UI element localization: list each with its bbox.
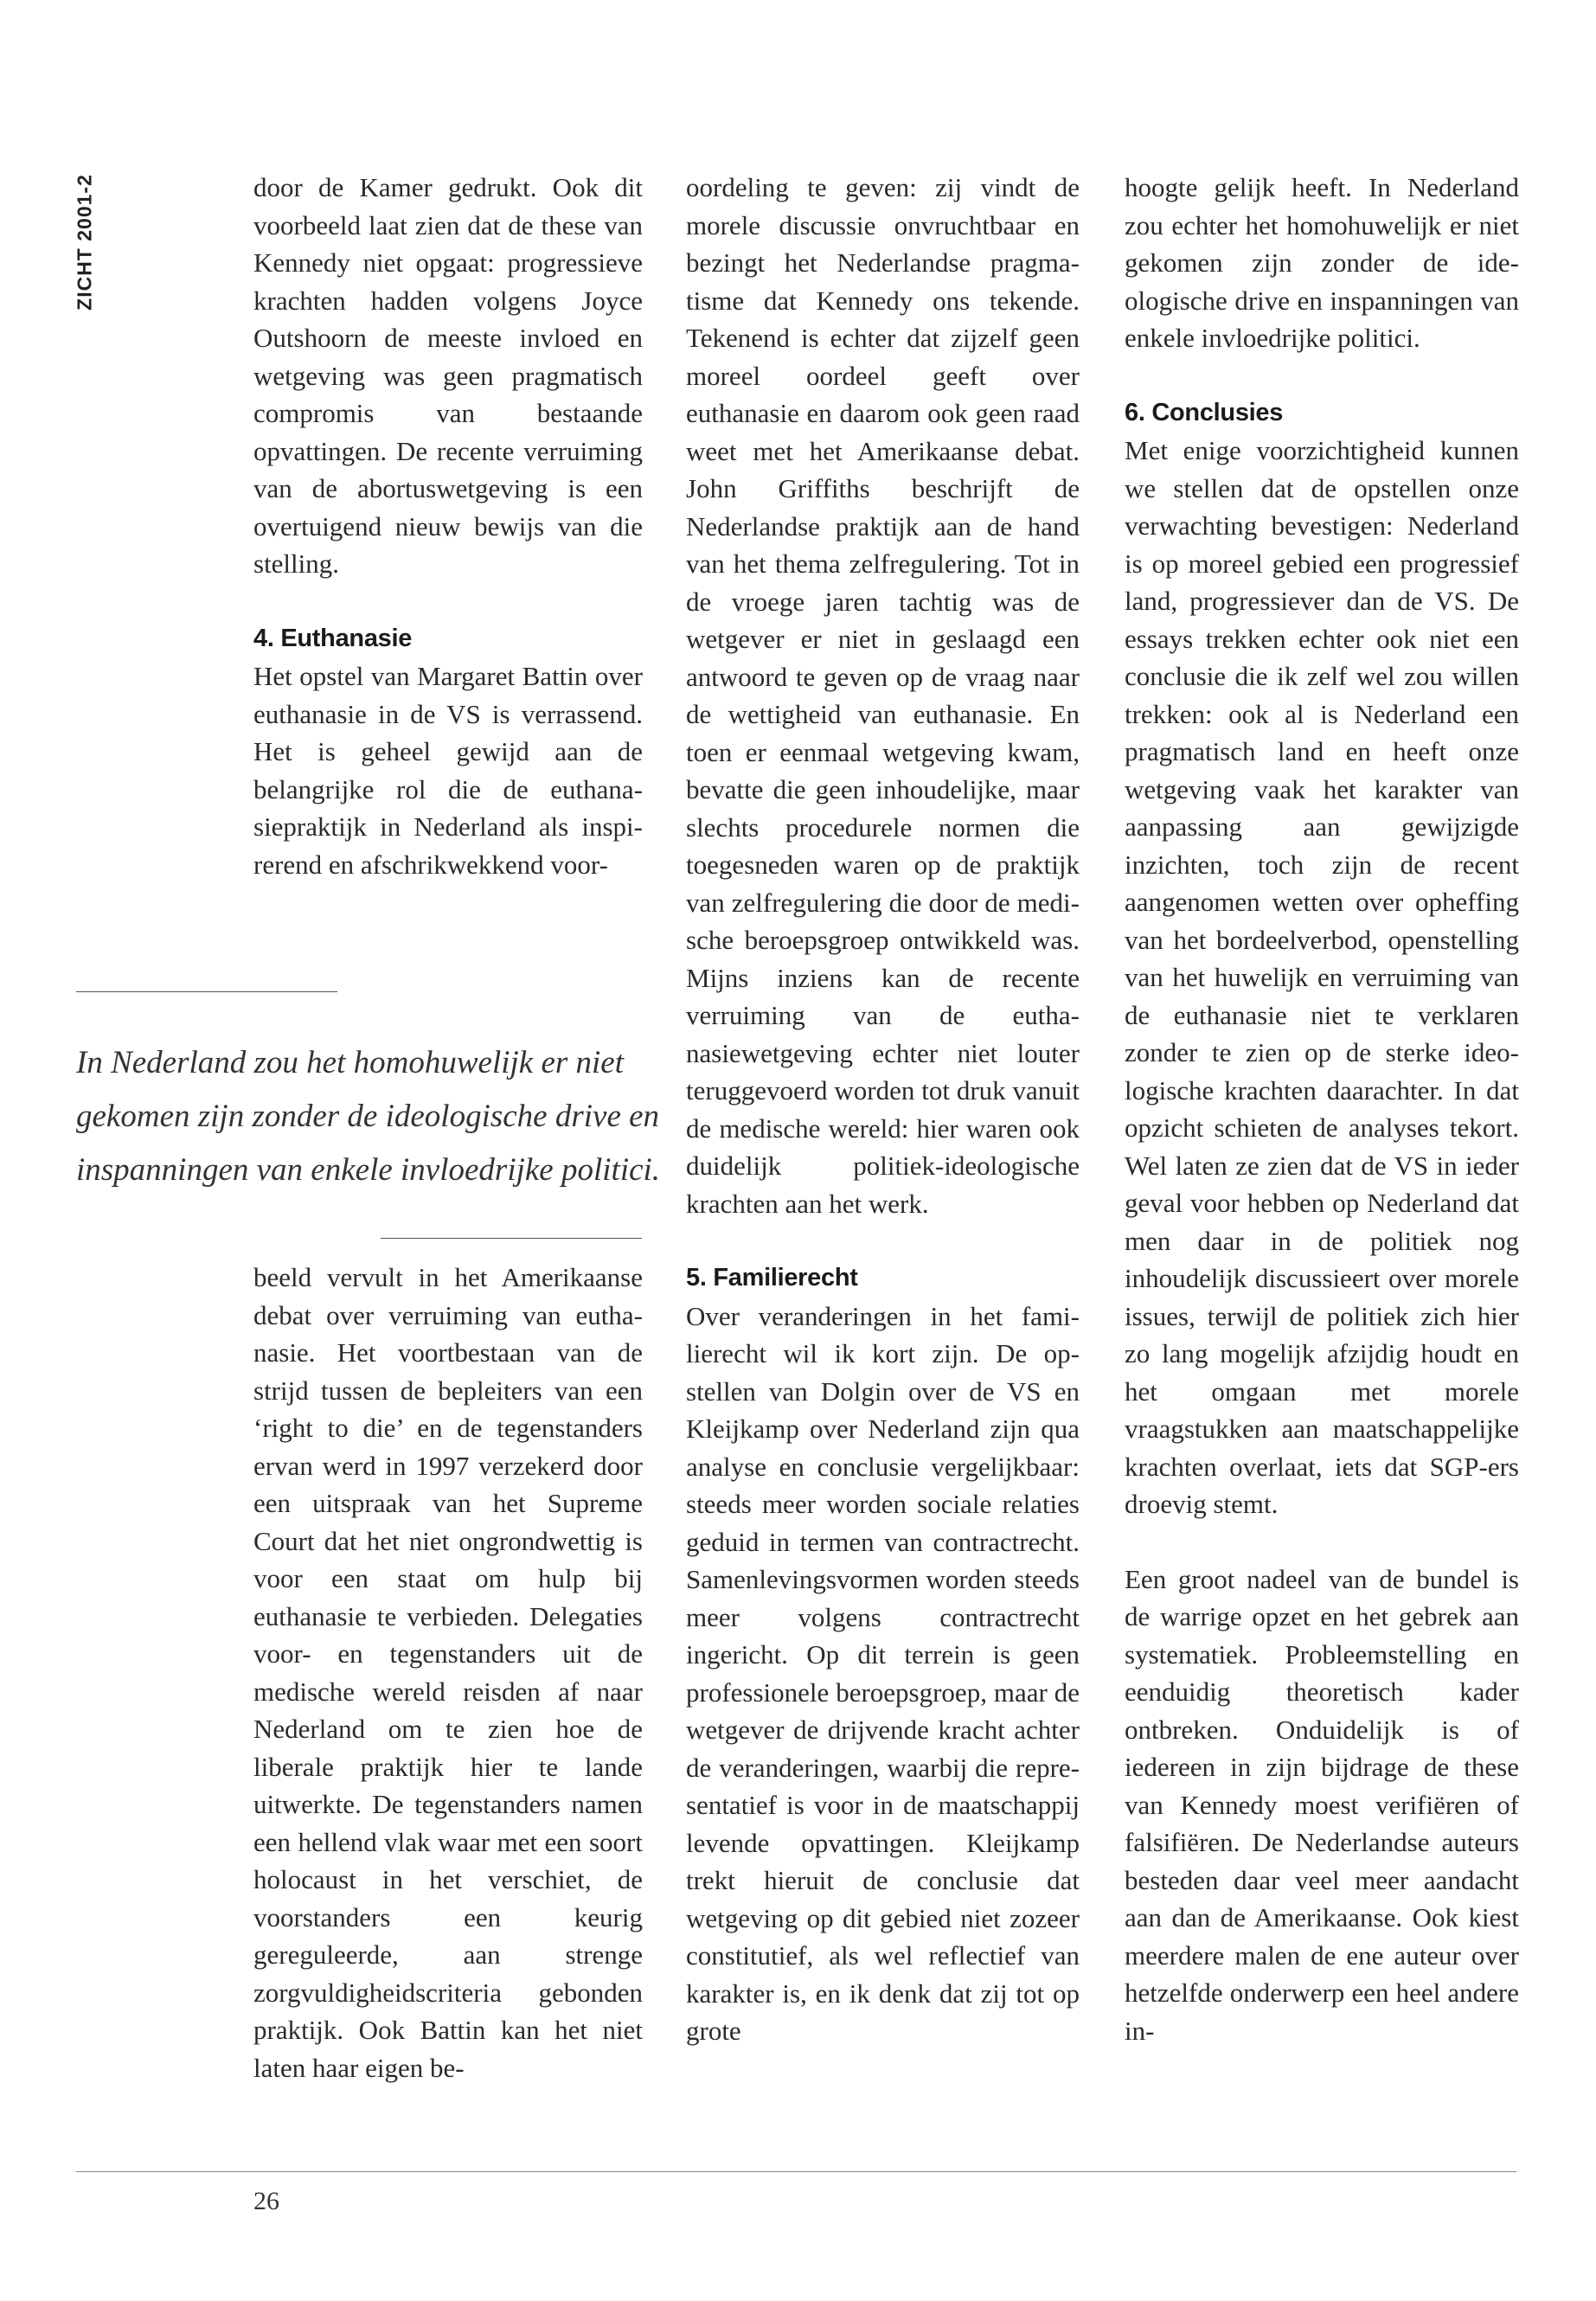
- column-1-top: [253, 169, 643, 883]
- pull-quote: In Nederland zou het homohuwelijk er niet gekomen zijn zonder de ideologische drive en inspanningen van enkele invloedrijke politici.: [76, 1045, 661, 1188]
- running-head-text: ZICHT 2001-2: [73, 174, 96, 311]
- running-head: [59, 130, 111, 355]
- paragraph-nadeel: Een groot nadeel van de bundel is de warrige opzet en het gebrek aan systematiek. Probleemstelling en eenduidig theoretisch kader ontbreken. Onduidelijk is of iedereen in zijn bijdrage de these van Kennedy moest verifiëren of falsifiëren. De Nederlandse auteurs besteden daar veel meer aandacht aan dan de Amerikaanse. Ook kiest meerdere malen de ene auteur over hetzelfde onderwerp een heel andere in-: [1125, 1563, 1519, 2046]
- heading-familierecht: 5. Familierecht: [686, 1264, 858, 1292]
- paragraph-battin: beeld vervult in het Amerikaanse debat over verruiming van euthanasie. Het voortbestaan van de strijd tussen de bepleiters van een ‘right to die’ en de tegenstanders ervan werd in 1997 verzekerd door een uitspraak van het Supreme Court dat het niet ongrondwettig is voor een staat om hulp bij euthanasie te verbieden. Delegaties voor- en tegenstanders uit de medische wereld reisden af naar Nederland om te zien hoe de liberale praktijk hier te lande uitwerkte. De tegenstanders namen een hellend vlak waar met een soort holocaust in het verschiet, de voorstanders een keurig gereguleerde, aan strenge zorgvuldigheidscriteria gebonden praktijk. Ook Battin kan het niet laten haar eigen be-: [253, 1262, 643, 2083]
- paragraph-homohuwelijk: hoogte gelijk heeft. In Nederland zou echter het homohuwelijk er niet gekomen zijn zonder de ideologische drive en inspanningen van enkele invloedrijke politici.: [1125, 172, 1519, 353]
- heading-euthanasie: 4. Euthanasie: [253, 624, 413, 652]
- page-number: 26: [253, 2187, 279, 2215]
- column-2: [686, 169, 1080, 2050]
- column-3: [1125, 169, 1519, 2049]
- paragraph-conclusies: Met enige voorzichtigheid kunnen we stellen dat de opstellen onze verwachting bevestigen: Nederland is op moreel gebied een progressief land, progressiever dan de VS. De essays trekken echter ook niet een conclusie die ik zelf wel zou willen trekken: ook al is Nederland een pragmatisch land en heeft onze wetgeving vaak het karakter van aanpassing aan gewijzigde inzichten, toch zijn de recent aangenomen wetten over opheffing van het bordeelverbod, openstelling van het huwelijk en verruiming van de euthanasie niet te verklaren zonder te zien op de sterke ideologische krachten daarachter. In dat opzicht schieten de analyses tekort. Wel laten ze zien dat de VS in ieder geval voor hebben op Nederland dat men daar in de politiek nog inhoudelijk discussieert over morele issues, terwijl de politiek zich hier zo lang mogelijk afzijdig houdt en het omgaan met morele vraagstukken aan maatschappelijke krachten overlaat, iets dat SGP-ers droevig stemt.: [1125, 435, 1519, 1519]
- footer-rule: [76, 2171, 1516, 2172]
- paragraph-familierecht: Over veranderingen in het familierecht wil ik kort zijn. De opstellen van Dolgin over de VS en Kleijkamp over Nederland zijn qua analyse en conclusie vergelijkbaar: steeds meer worden sociale relaties geduid in termen van contractrecht. Samenlevingsvormen worden steeds meer volgens contractrecht ingericht. Op dit terrein is geen professionele beroepsgroep, maar de wetgever de drijvende kracht achter de veranderingen, waarbij die representatief is voor in de maatschappij levende opvattingen. Kleijkamp trekt hieruit de conclusie dat wetgeving op dit gebied niet zozeer constitutief, als wel reflectief van karakter is, en ik denk dat zij tot op grote: [686, 1300, 1080, 2046]
- pull-quote-bottom-rule: [381, 1238, 642, 1239]
- paragraph-griffiths: oordeling te geven: zij vindt de morele discussie onvruchtbaar en bezingt het Nederlandse pragmatisme dat Kennedy ons tekende. Tekenend is echter dat zijzelf geen moreel oordeel geeft over euthanasie en daarom ook geen raad weet met het Amerikaanse debat. John Griffiths beschrijft de Nederlandse praktijk aan de hand van het thema zelfregulering. Tot in de vroege jaren tachtig was de wetgever er niet in geslaagd een antwoord te geven op de vraag naar de wettigheid van euthanasie. En toen er eenmaal wetgeving kwam, bevatte die geen inhoudelijke, maar slechts procedurele normen die toegesneden waren op de praktijk van zelfregulering die door de medische beroepsgroep ontwikkeld was. Mijns inziens kan de recente verruiming van de euthanasiewetgeving echter niet louter teruggevoerd worden tot druk vanuit de medische wereld: hier waren ook duidelijk politiek-ideologische krachten aan het werk.: [686, 172, 1080, 1219]
- column-1-bottom: [253, 1259, 643, 2086]
- heading-conclusies: 6. Conclusies: [1125, 398, 1284, 426]
- pull-quote-top-rule: [76, 991, 337, 992]
- paragraph-abortus: door de Kamer gedrukt. Ook dit voorbeeld laat zien dat de these van Kennedy niet opgaat: progressieve krachten hadden volgens Joyce Outshoorn de meeste invloed en wetgeving was geen pragmatisch compromis van bestaande opvattingen. De recente verruiming van de abortuswetgeving is een overtuigend nieuw bewijs van die stelling.: [253, 172, 643, 579]
- paragraph-euthanasie: Het opstel van Margaret Battin over euthanasie in de VS is verrassend. Het is geheel gewijd aan de belangrijke rol die de euthanasiepraktijk in Nederland als inspirerend en afschrikwekkend voor-: [253, 661, 643, 880]
